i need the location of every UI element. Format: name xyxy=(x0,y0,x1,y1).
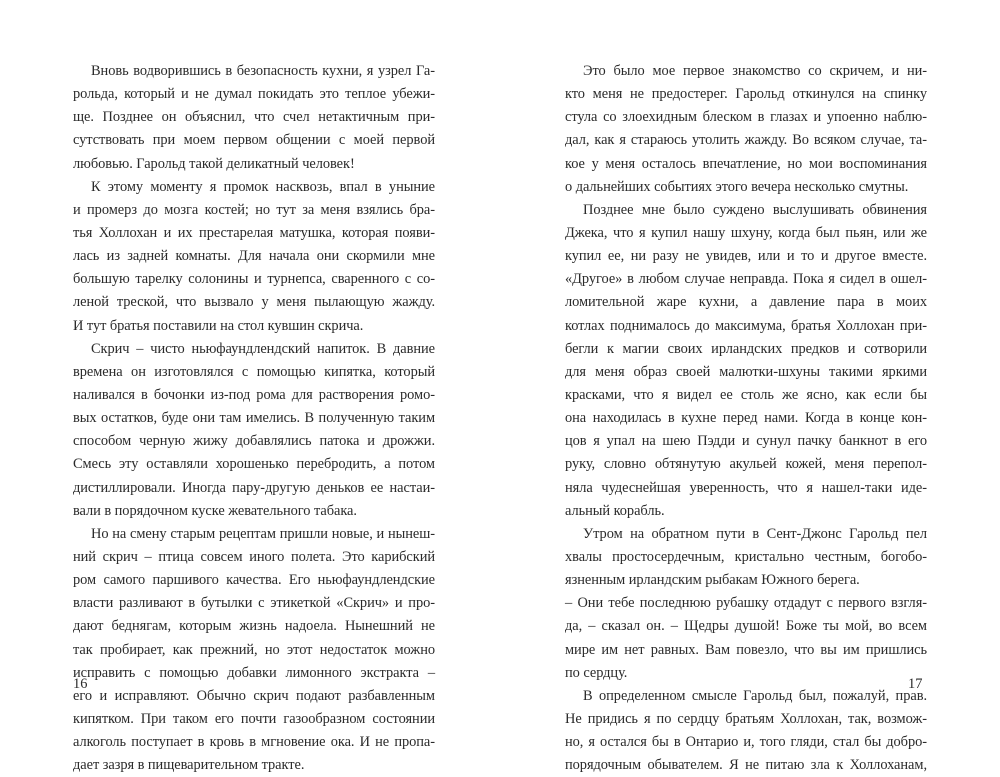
text-line: по сердцу. xyxy=(565,664,628,681)
text-line: язненным ирландским рыбакам Южного берега. xyxy=(565,572,860,589)
text-line: В определенном смысле Гарольд был, пожалуй, прав. xyxy=(583,687,927,704)
left-page-body xyxy=(73,60,435,777)
text-line: исправить с помощью добавки лимонного экстракта – xyxy=(73,664,435,681)
text-line: мире им нет равных. Вам повезло, что вы им пришлись xyxy=(565,641,927,658)
text-line: наливался в бочонки из-под рома для растворения ромо- xyxy=(73,386,435,403)
text-line: любовью. Гарольд такой деликатный человек! xyxy=(73,155,355,172)
text-line: ще. Позднее он объяснил, что счел нетактичным при- xyxy=(73,109,435,126)
text-line: времена он изготовлялся с помощью кипятка, который xyxy=(73,363,435,380)
text-line: кто меня не предостерег. Гарольд откинулся на спинку xyxy=(565,86,927,103)
text-line: бегли к магии своих ирландских предков и сотворили xyxy=(565,340,927,357)
text-line: способом черную жижу добавлялись патока и дрожжи. xyxy=(73,433,435,450)
text-line: большую тарелку солонины и турнепса, сваренного с со- xyxy=(73,271,435,288)
text-line: Скрич – чисто ньюфаундлендский напиток. В давние xyxy=(91,340,435,357)
text-line: дают беднягам, которым жизнь надоела. Нынешний не xyxy=(73,618,435,635)
text-line: стула со злоехидным блеском в глазах и упоенно наблю- xyxy=(565,109,927,126)
right-page xyxy=(565,60,927,777)
text-line: она находилась в кухне перед нами. Когда в конце кон- xyxy=(565,410,927,427)
text-line: алкоголь поступает в кровь в мгновение ока. И не пропа- xyxy=(73,734,435,751)
text-line: для меня образ своей малютки-шхуны такими яркими xyxy=(565,363,927,380)
text-line: Утром на обратном пути в Сент-Джонс Гарольд пел xyxy=(583,525,927,542)
text-line: К этому моменту я промок насквозь, впал в уныние xyxy=(91,178,435,195)
text-line: Смесь эту оставляли хорошенько перебродить, а потом xyxy=(73,456,435,473)
text-line: Это было мое первое знакомство со скричем, и ни- xyxy=(583,63,927,79)
text-line: дистиллировали. Иногда пару-другую деньков ее настаи- xyxy=(73,479,435,496)
page-number-left: 16 xyxy=(73,676,88,692)
text-line: цов я упал на шею Пэдди и сунул пачку банкнот в его xyxy=(565,433,927,450)
text-line: ром самого паршивого качества. Его ньюфаундлендские xyxy=(73,572,435,589)
text-line: «Другое» в любом случае неправда. Пока я сидел в ошел- xyxy=(565,271,927,288)
text-line: вали в порядочном куске жевательного табака. xyxy=(73,502,357,519)
text-line: Позднее мне было суждено выслушивать обвинения xyxy=(583,201,927,218)
text-line: вых остатков, буде они там имелись. В полученную таким xyxy=(73,410,435,427)
text-line: кипятком. При таком его почти газообразном состоянии xyxy=(73,710,435,727)
text-line: порядочным обывателем. Я не питаю зла к Холлоханам, xyxy=(565,757,927,774)
text-line: Вновь водворившись в безопасность кухни, я узрел Га- xyxy=(91,63,435,79)
text-line: ломительной жаре кухни, а давление пара в моих xyxy=(565,294,927,311)
text-line: лась из задней комнаты. Для начала они скормили мне xyxy=(73,248,435,265)
text-line: власти разливают в бутылки с этикеткой «Скрич» и про- xyxy=(73,595,435,612)
left-page xyxy=(73,60,435,777)
text-line: Но на смену старым рецептам пришли новые, и нынеш- xyxy=(91,525,435,542)
text-line: альный корабль. xyxy=(565,502,665,519)
text-line: хвалы простосердечным, кристально честным, богобо- xyxy=(565,548,927,565)
text-line: Джека, что я купил нашу шхуну, когда был пьян, или же xyxy=(565,224,927,241)
text-line: о дальнейших событиях этого вечера несколько смутны. xyxy=(565,178,909,195)
text-line: рольда, который и не думал покидать это теплое убежи- xyxy=(73,86,435,103)
text-line: – Они тебе последнюю рубашку отдадут с первого взгля- xyxy=(565,595,927,612)
text-line: няла чудеснейшая уверенность, что я нашел-таки иде- xyxy=(565,479,927,496)
text-line: дал, как я стараюсь утолить жажду. Во всяком случае, та- xyxy=(565,132,927,149)
text-line: тья Холлохан и их престарелая матушка, которая появи- xyxy=(73,224,435,241)
text-line: кое у меня осталось впечатление, но мои воспоминания xyxy=(565,155,927,172)
text-line: но, я остался бы в Онтарио и, того гляди, стал бы добро- xyxy=(565,734,927,751)
text-line: леной треской, что вызвало у меня пылающую жажду. xyxy=(73,294,435,311)
text-line: Не придись я по сердцу братьям Холлохан, так, возмож- xyxy=(565,710,927,727)
text-line: и промерз до мозга костей; но тут за меня взялись бра- xyxy=(73,201,435,218)
text-line: красками, что я видел ее столь же ясно, как если бы xyxy=(565,386,927,403)
text-line: руку, словно обтянутую акульей кожей, меня перепол- xyxy=(565,456,927,473)
text-line: купил ее, ни разу не увидев, или и то и другое вместе. xyxy=(565,248,927,265)
text-line: его и исправляют. Обычно скрич подают разбавленным xyxy=(73,687,435,704)
text-line: И тут братья поставили на стол кувшин скрича. xyxy=(73,317,364,334)
text-line: ний скрич – птица совсем иного полета. Это карибский xyxy=(73,548,435,565)
text-line: да, – сказал он. – Щедры душой! Боже ты мой, во всем xyxy=(565,618,927,635)
text-line: так пробирает, как прежний, но этот недостаток можно xyxy=(73,641,435,658)
page-number-right: 17 xyxy=(908,676,923,692)
text-line: сутствовать при моем первом общении с моей первой xyxy=(73,132,435,149)
right-page-body xyxy=(565,60,927,777)
text-line: котлах поднималось до максимума, братья Холлохан при- xyxy=(565,317,927,334)
text-line: дает зазря в пищеварительном тракте. xyxy=(73,757,305,774)
